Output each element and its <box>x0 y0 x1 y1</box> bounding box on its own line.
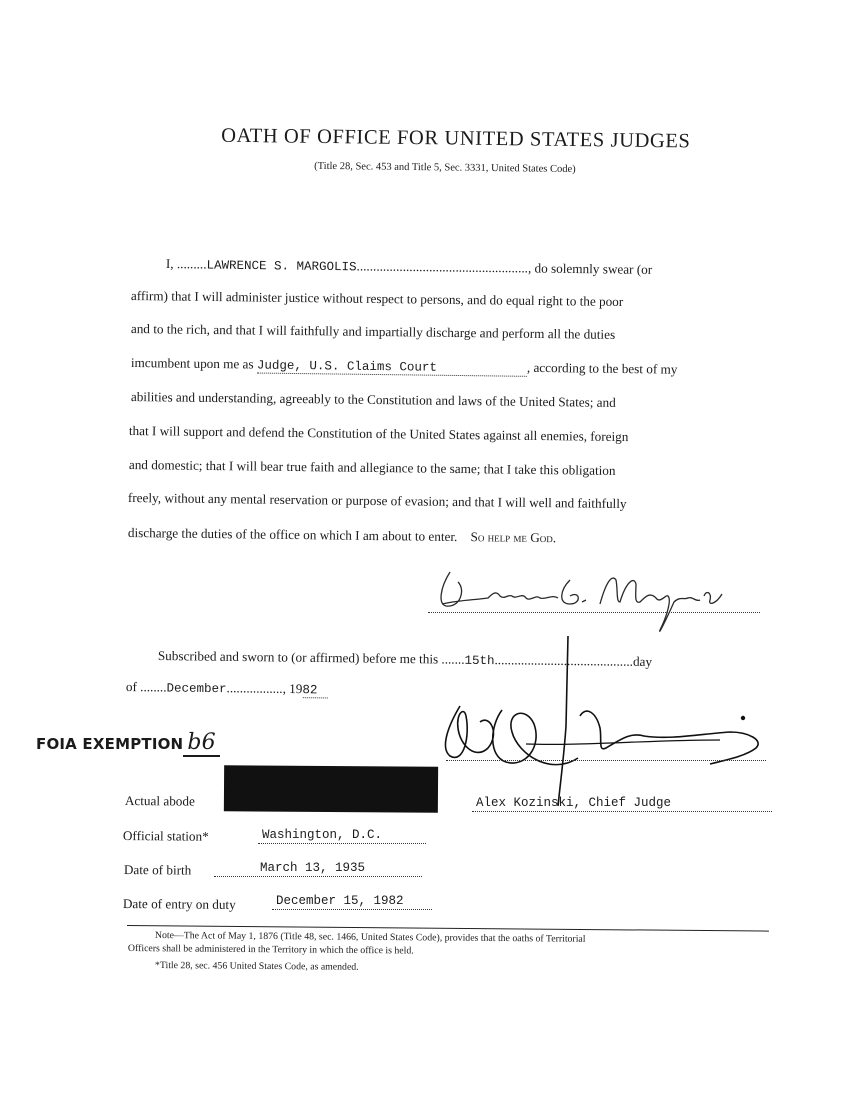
oath-line-1-suffix: do solemnly swear (or <box>534 260 653 277</box>
oath-line-1: I, .........LAWRENCE S. MARGOLIS...................................................., do solemnly swear (or <box>165 256 653 277</box>
foia-code: b6 <box>183 730 219 757</box>
administrator-signature-line <box>446 760 766 761</box>
oath-line-8: freely, without any mental reservation or purpose of evasion; and that I will well and faithfully <box>127 490 627 512</box>
oath-line-4 <box>131 355 678 378</box>
date-of-birth-label: Date of birth <box>123 862 192 878</box>
oath-prefix: I, <box>165 256 174 272</box>
foia-stamp <box>36 730 220 755</box>
official-station-value: Washington, D.C. <box>258 828 426 844</box>
date-of-birth-value: March 13, 1935 <box>214 861 422 877</box>
year-prefix: , 19 <box>282 680 303 697</box>
sworn-month-line: of ........December................., 1982 <box>126 679 328 697</box>
oath-line-2: affirm) that I will administer justice without respect to persons, and do equal right to the poor <box>130 288 624 310</box>
administrator-name: Alex Kozinski, Chief Judge <box>472 796 772 812</box>
oath-line-7: and domestic; that I will bear true faith and allegiance to the same; that I take this obligation <box>128 457 616 478</box>
judge-signature-line <box>428 612 760 613</box>
oath-line-3: and to the rich, and that I will faithfully and impartially discharge and perform all the duties <box>130 321 616 342</box>
date-of-entry-value: December 15, 1982 <box>272 894 432 910</box>
footnote-line-1: Note—The Act of May 1, 1876 (Title 48, sec. 1466, United States Code), provides that the oaths of Territorial <box>154 930 586 945</box>
official-station-label: Official station* <box>122 828 209 844</box>
sworn-line: Subscribed and sworn to (or affirmed) before me this .......15th..........................................day <box>157 648 653 670</box>
sworn-year: 82 <box>302 683 327 698</box>
office-title: Judge, U.S. Claims Court <box>257 359 527 377</box>
oath-line-5: abilities and understanding, agreeably to the Constitution and laws of the United States; and <box>130 389 616 410</box>
oath-line-9-text: discharge the duties of the office on which I am about to enter. <box>127 525 458 545</box>
judge-signature <box>430 560 760 635</box>
sworn-prefix: Subscribed and sworn to (or affirmed) before me this <box>157 648 439 667</box>
actual-abode-label: Actual abode <box>124 793 195 809</box>
of-label: of <box>125 679 137 695</box>
footnote-line-2: Officers shall be administered in the Territory in which the office is held. <box>127 943 414 957</box>
oath-closing: So help me God. <box>470 529 557 546</box>
oath-line-9 <box>128 525 556 546</box>
redaction-block <box>224 765 438 812</box>
judge-name: LAWRENCE S. MARGOLIS <box>206 258 357 275</box>
sworn-month: December <box>166 681 227 697</box>
sworn-day: 15th <box>464 653 495 669</box>
oath-line-4-prefix: imcumbent upon me as <box>130 355 254 372</box>
asterisk-footnote: *Title 28, sec. 456 United States Code, as amended. <box>154 960 359 973</box>
foia-label: FOIA EXEMPTION <box>36 735 184 753</box>
date-of-entry-label: Date of entry on duty <box>122 896 236 912</box>
document-subtitle: (Title 28, Sec. 453 and Title 5, Sec. 3331, United States Code) <box>314 160 576 176</box>
oath-line-6: that I will support and defend the Constitution of the United States against all enemies, foreign <box>128 423 629 445</box>
oath-line-4-suffix: , according to the best of my <box>526 359 678 377</box>
sworn-day-suffix: day <box>632 653 653 670</box>
document-title: OATH OF OFFICE FOR UNITED STATES JUDGES <box>221 124 691 153</box>
